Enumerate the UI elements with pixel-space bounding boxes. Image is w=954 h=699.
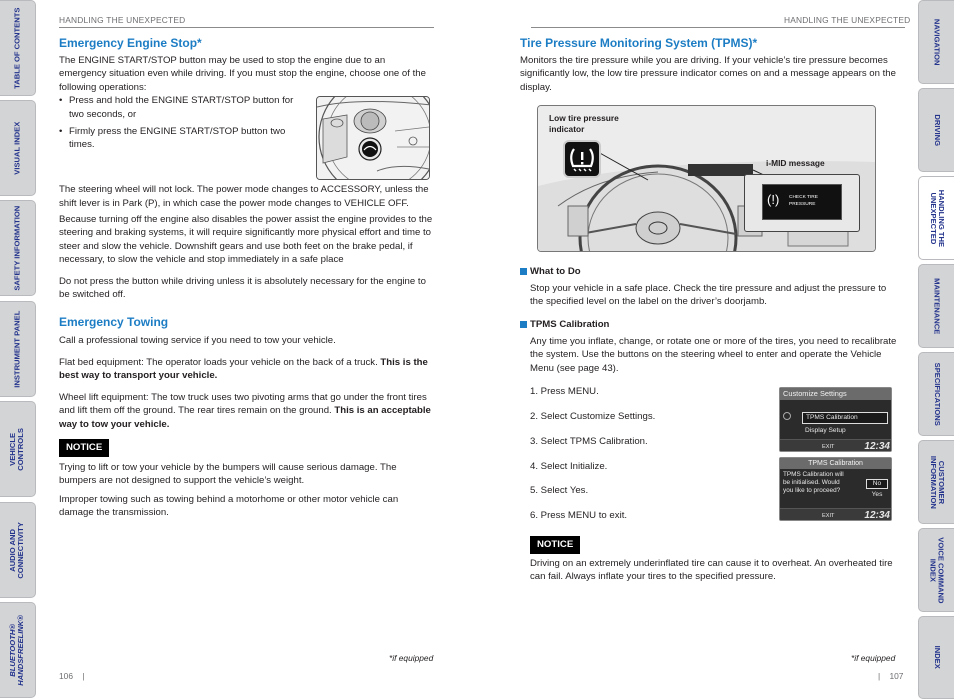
running-head: HANDLING THE UNEXPECTED (784, 15, 911, 25)
tab-label: INSTRUMENT PANEL (12, 310, 22, 388)
clock-label: 12:34 (864, 441, 890, 452)
callout-imid: i-MID message (766, 158, 825, 168)
tab-label: TABLE OF CONTENTS (12, 7, 22, 89)
tab-label: DRIVING (932, 114, 942, 146)
yes-option: Yes (871, 491, 883, 498)
tab-label: VEHICLE CONTROLS (8, 427, 26, 471)
tab-label: SPECIFICATIONS (932, 362, 942, 426)
paragraph: Driving on an extremely underinflated tire can cause it to overheat. An overheated tire can fail. Always inflate your tires to the specified pressure. (530, 558, 893, 583)
section-title: Tire Pressure Monitoring System (TPMS)* (520, 36, 758, 50)
subsection-heading-text: What to Do (530, 266, 581, 277)
tab-maintenance[interactable] (918, 264, 954, 348)
header-rule (59, 27, 434, 28)
notice-label: NOTICE (530, 536, 580, 554)
paragraph: Any time you inflate, change, or rotate one or more of the tires, you need to recalibrate the system. Use the buttons on the steering wheel to enter and operate the Vehicle Menu (see page 43). (530, 336, 897, 374)
tab-label: SAFETY INFORMATION (12, 205, 22, 291)
tab-audio-connectivity[interactable] (0, 502, 36, 598)
screen-footer (780, 508, 892, 521)
tab-visual-index[interactable] (0, 100, 36, 196)
paragraph: Improper towing such as towing behind a motorhome or other motor vehicle can damage the transmission. (59, 493, 399, 519)
bold-text: This is the best way to transport your vehicle. (59, 356, 428, 382)
square-bullet-icon (520, 321, 527, 328)
paragraph: Do not press the button while driving unless it is absolutely necessary for the engine to be switched off. (59, 275, 426, 301)
paragraph (59, 391, 434, 431)
list-item: 1. Press MENU. (530, 386, 599, 398)
tab-label: INDEX (932, 645, 942, 670)
tab-label: VOICE COMMAND INDEX (928, 536, 946, 604)
paragraph: The ENGINE START/STOP button may be used to stop the engine due to an emergency situation even while driving. If you must stop the engine, choose one of the following operations: (59, 55, 426, 93)
list-item: • Firmly press the ENGINE START/STOP button two times. (59, 125, 304, 152)
customize-settings-screen (779, 387, 892, 452)
section-title: Emergency Towing (59, 315, 169, 330)
tire-warning-icon (567, 144, 597, 174)
tab-label: NAVIGATION (932, 18, 942, 66)
paragraph (59, 356, 434, 383)
tab-label: MAINTENANCE (932, 277, 942, 335)
left-section-tabs (0, 0, 36, 699)
paragraph: Because turning off the engine also disables the power assist the engine provides to the steering and braking systems, it will require significantly more physical effort and time to steer and slow the vehicle. Downshift gears and use both feet on the brake pedal, if necessary, to slow the vehicle and stop immediately in a safe place (59, 214, 433, 266)
square-bullet-icon (520, 268, 527, 275)
text: Wheel lift equipment: The tow truck uses two pivoting arms that go under the front tires and lift them off the ground. The rear tires remain on the ground. (59, 391, 427, 417)
paragraph: Call a professional towing service if you need to tow your vehicle. (59, 335, 336, 347)
confirmation-message: TPMS Calibration will be initialised. Would you like to proceed? (783, 471, 844, 494)
menu-item-label: TPMS Calibration (806, 414, 858, 421)
imid-message-text: CHECK TIRE PRESSURE (789, 195, 818, 207)
tab-label: HANDLING THE UNEXPECTED (928, 189, 946, 247)
right-page-content (520, 36, 898, 94)
steering-wheel-icon (317, 97, 430, 180)
exit-label: EXIT (822, 513, 835, 519)
tab-label: AUDIO AND CONNECTIVITY (8, 521, 26, 579)
tire-warning-small-icon: (!) (767, 192, 780, 207)
tpms-illustration (537, 105, 876, 252)
right-section-tabs (918, 0, 954, 699)
left-page-content (59, 36, 434, 520)
tab-handling-the-unexpected[interactable] (918, 176, 954, 260)
page-number: 106 | (59, 671, 85, 681)
tab-safety-information[interactable] (0, 200, 36, 296)
tab-instrument-panel[interactable] (0, 301, 36, 397)
low-tire-pressure-indicator-icon (563, 140, 601, 178)
section-title: Emergency Engine Stop* (59, 36, 202, 50)
text: Flat bed equipment: The operator loads your vehicle on the back of a truck. (59, 356, 381, 368)
running-head: HANDLING THE UNEXPECTED (59, 15, 186, 25)
tab-index[interactable] (918, 616, 954, 699)
bullet-list (59, 94, 304, 152)
tab-driving[interactable] (918, 88, 954, 172)
callout-indicator: Low tire pressure indicator (549, 113, 619, 134)
no-option: No (866, 479, 888, 489)
subsection-heading-text: TPMS Calibration (530, 319, 610, 330)
screen-title: TPMS Calibration (780, 458, 891, 469)
tpms-calibration-screen (779, 457, 892, 521)
tab-customer-information[interactable] (918, 440, 954, 524)
screen-title: Customize Settings (780, 388, 891, 400)
imid-frame (744, 174, 860, 232)
what-to-do-section (520, 265, 898, 309)
tab-table-of-contents[interactable] (0, 0, 36, 96)
tab-label: CUSTOMER INFORMATION (928, 455, 946, 509)
paragraph: Trying to lift or tow your vehicle by the bumpers will cause serious damage. The bumpers are not designed to support the vehicle’s weight. (59, 461, 397, 487)
tab-navigation[interactable] (918, 0, 954, 84)
notice-label: NOTICE (59, 439, 109, 457)
list-item: 6. Press MENU to exit. (530, 510, 628, 522)
list-item: 5. Select Yes. (530, 485, 589, 497)
list-item: • Press and hold the ENGINE START/STOP button for two seconds, or (59, 94, 304, 121)
subsection-heading (520, 265, 898, 278)
footnote: *if equipped (851, 653, 896, 663)
paragraph: Stop your vehicle in a safe place. Check the tire pressure and adjust the pressure to the specified level on the label on the driver’s doorjamb. (530, 283, 887, 308)
paragraph: The steering wheel will not lock. The power mode changes to ACCESSORY, unless the shift lever is in Park (P), in which case the power mode changes to VEHICLE OFF. (59, 184, 429, 209)
exit-label: EXIT (822, 444, 835, 450)
selector-dial-icon (783, 412, 791, 420)
subsection-heading (520, 318, 898, 331)
tab-specifications[interactable] (918, 352, 954, 436)
bold-text: This is an acceptable way to tow your vehicle. (59, 405, 431, 430)
list-item: 4. Select Initialize. (530, 460, 608, 472)
tab-vehicle-controls[interactable] (0, 401, 36, 497)
tab-bluetooth-handsfreelink[interactable] (0, 602, 36, 698)
page-number: | 107 (878, 671, 904, 681)
clock-label: 12:34 (864, 510, 890, 521)
page-number-value: 107 (889, 671, 904, 681)
paragraph: Monitors the tire pressure while you are driving. If your vehicle’s tire pressure becomes significantly low, the low tire pressure indicator comes on and a message appears on the display. (520, 55, 896, 93)
header-rule (531, 27, 905, 28)
list-item: 2. Select Customize Settings. (530, 411, 656, 423)
screen-footer (780, 439, 892, 452)
engine-button-illustration (316, 96, 430, 180)
tab-label: VISUAL INDEX (12, 121, 22, 175)
tab-voice-command-index[interactable] (918, 528, 954, 612)
menu-item-selected (802, 412, 888, 424)
page-number-value: 106 (59, 671, 73, 681)
footnote: *if equipped (389, 653, 434, 663)
right-notice (530, 536, 898, 584)
tab-label: BLUETOOTH® HANDSFREELINK® (8, 614, 26, 686)
list-item: 3. Select TPMS Calibration. (530, 435, 648, 447)
menu-item-label: Display Setup (805, 427, 846, 434)
imid-display (762, 184, 842, 220)
